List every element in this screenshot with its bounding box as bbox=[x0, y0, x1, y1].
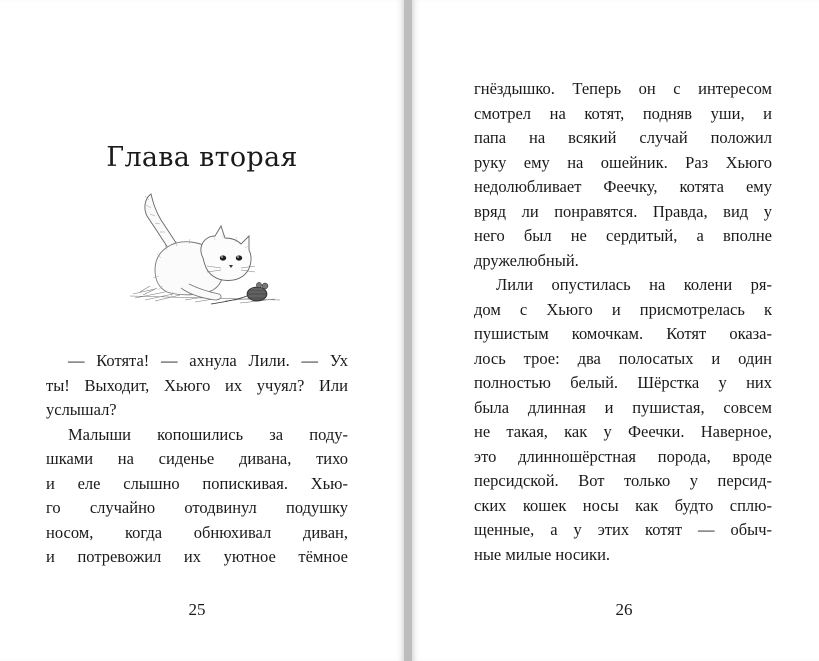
text-line: папа на всякий случай положил bbox=[474, 128, 772, 147]
text-line: гнёздышко. Теперь он с интересом bbox=[474, 79, 772, 98]
text-line: Малыши копошились за поду- bbox=[68, 424, 348, 444]
text-line: руку ему на ошейник. Раз Хьюго bbox=[474, 152, 772, 172]
text-line: смотрел на котят, подняв уши, и bbox=[474, 103, 772, 123]
text-line: ные милые носики. bbox=[474, 544, 611, 564]
text-line: Лили опустилась на колени ря- bbox=[496, 275, 772, 294]
right-page-text bbox=[474, 77, 772, 567]
text-line: не такая, как у Феечки. Наверное, bbox=[474, 422, 772, 441]
text-line: и потревожил их уютное тёмное bbox=[46, 547, 348, 566]
left-page-text bbox=[46, 349, 348, 570]
text-line: дом с Хьюго и присмотрелась к bbox=[474, 299, 772, 319]
text-line: была длинная и пушистая, совсем bbox=[474, 397, 772, 417]
text-line: недолюбливает Феечку, котята ему bbox=[474, 177, 772, 196]
text-line: ских кошек носы как будто сплю- bbox=[474, 495, 772, 515]
right-page bbox=[412, 0, 819, 661]
text-line: го случайно отодвинул подушку bbox=[46, 498, 348, 517]
kitten-illustration bbox=[125, 188, 285, 318]
text-line: щенные, а у этих котят — обыч- bbox=[474, 520, 772, 539]
text-line: шками на сиденье дивана, тихо bbox=[46, 449, 348, 468]
text-line: носом, когда обнюхивал диван, bbox=[46, 522, 348, 542]
text-line: и еле слышно попискивая. Хью- bbox=[46, 473, 348, 493]
text-line: персидской. Вот только у персид- bbox=[474, 471, 772, 490]
text-line: — Котята! — ахнула Лили. — Ух bbox=[68, 351, 348, 370]
text-line: вряд ли понравятся. Правда, вид у bbox=[474, 201, 772, 221]
text-line: дружелюбный. bbox=[474, 250, 579, 270]
text-line: него был не сердитый, а вполне bbox=[474, 226, 772, 245]
text-line: это длинношёрстная порода, вроде bbox=[474, 446, 772, 466]
text-line: пушистым комочкам. Котят оказа- bbox=[474, 324, 772, 343]
text-line: услышал? bbox=[46, 400, 117, 419]
page-number-right: 26 bbox=[615, 600, 633, 619]
left-page bbox=[0, 0, 404, 661]
book-gutter bbox=[404, 0, 412, 661]
text-line: лось трое: два полосатых и один bbox=[474, 348, 772, 368]
chapter-title: Глава вторая bbox=[106, 142, 298, 173]
page-number-left: 25 bbox=[188, 600, 206, 619]
text-line: полностью белый. Шёрстка у них bbox=[474, 373, 772, 392]
text-line: ты! Выходит, Хьюго их учуял? Или bbox=[46, 375, 348, 395]
